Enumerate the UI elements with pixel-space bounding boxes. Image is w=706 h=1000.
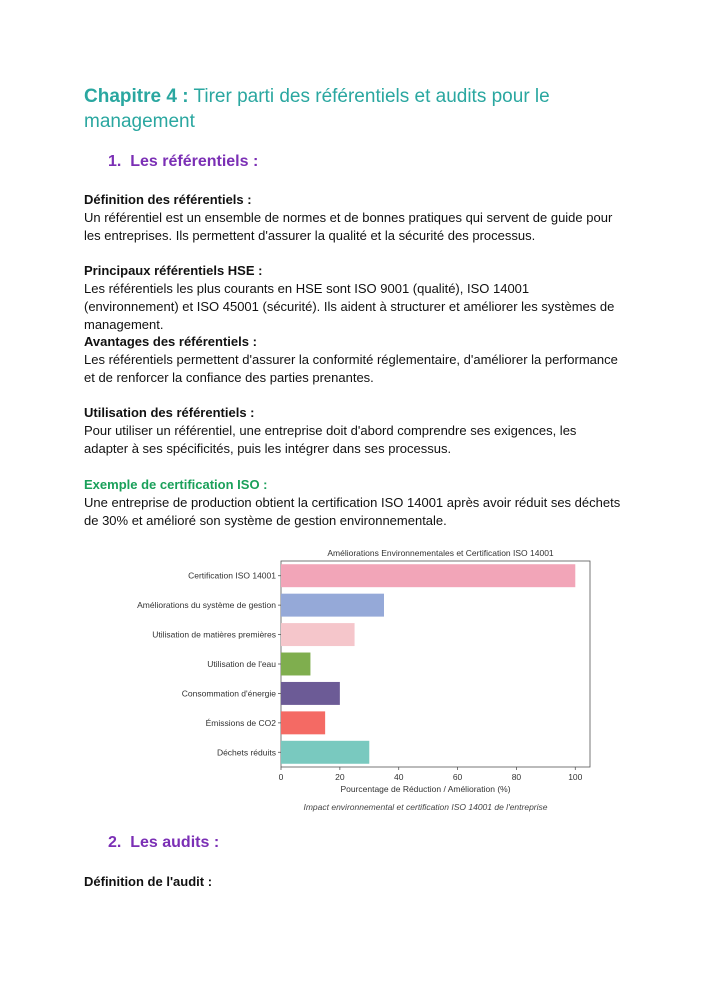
block-label: Principaux référentiels HSE : bbox=[84, 263, 263, 278]
chart-title: Améliorations Environnementales et Certification ISO 14001 bbox=[327, 548, 554, 558]
block-label: Avantages des référentiels : bbox=[84, 334, 257, 349]
x-tick-label: 80 bbox=[511, 772, 522, 782]
block-text: Un référentiel est un ensemble de normes et de bonnes pratiques qui servent de guide pour les entreprises. Ils permettent d'assurer la qualité et la sécurité des processus. bbox=[84, 210, 613, 243]
x-tick-label: 60 bbox=[452, 772, 463, 782]
y-tick-label: Utilisation de matières premières bbox=[152, 629, 276, 640]
x-axis-label: Pourcentage de Réduction / Amélioration (%) bbox=[340, 784, 511, 794]
section-number: 2. bbox=[108, 834, 122, 851]
chart-caption: Impact environnemental et certification ISO 14001 de l'entreprise bbox=[303, 802, 548, 812]
x-tick-label: 100 bbox=[568, 772, 583, 782]
block-definition bbox=[84, 191, 624, 245]
y-tick-label: Déchets réduits bbox=[216, 747, 276, 758]
bar-chart bbox=[100, 543, 600, 818]
chapter-title bbox=[84, 84, 644, 134]
block-exemple bbox=[84, 476, 624, 530]
block-audit-definition bbox=[84, 873, 624, 891]
block-label: Définition de l'audit : bbox=[84, 874, 213, 889]
block-text: Une entreprise de production obtient la certification ISO 14001 après avoir réduit ses déchets de 30% et amélioré son système de gestion environnementale. bbox=[84, 495, 621, 528]
y-tick-label: Certification ISO 14001 bbox=[188, 570, 276, 581]
block-principaux bbox=[84, 262, 624, 334]
block-label: Exemple de certification ISO : bbox=[84, 477, 268, 492]
bar-1 bbox=[281, 564, 575, 587]
chapter-title-text: Tirer parti des référentiels et audits pour le management bbox=[84, 86, 550, 132]
x-tick-label: 20 bbox=[335, 772, 345, 782]
bar-3 bbox=[281, 623, 355, 646]
section-title: Les référentiels : bbox=[130, 153, 259, 170]
bar-5 bbox=[281, 682, 340, 705]
block-label: Utilisation des référentiels : bbox=[84, 405, 255, 420]
y-tick-label: Consommation d'énergie bbox=[181, 688, 276, 699]
block-label: Définition des référentiels : bbox=[84, 192, 252, 207]
block-text: Pour utiliser un référentiel, une entreprise doit d'abord comprendre ses exigences, les adapter à ses spécificités, puis les intégrer dans ses processus. bbox=[84, 423, 577, 456]
plot-frame bbox=[281, 561, 590, 767]
section-title: Les audits : bbox=[130, 834, 220, 851]
chapter-number: Chapitre 4 : bbox=[84, 86, 189, 107]
section-heading-audits bbox=[108, 834, 219, 852]
y-tick-label: Améliorations du système de gestion bbox=[137, 600, 276, 611]
chart-figure bbox=[100, 543, 600, 818]
section-number: 1. bbox=[108, 153, 122, 170]
block-text: Les référentiels les plus courants en HSE sont ISO 9001 (qualité), ISO 14001 (environnement) et ISO 45001 (sécurité). Ils aident à structurer et améliorer les systèmes de management. bbox=[84, 281, 615, 332]
section-heading-referentiels bbox=[108, 153, 258, 171]
block-avantages bbox=[84, 333, 624, 387]
x-tick-label: 0 bbox=[278, 772, 284, 782]
bar-2 bbox=[281, 594, 384, 617]
block-utilisation bbox=[84, 404, 624, 458]
bar-6 bbox=[281, 711, 325, 734]
y-tick-label: Émissions de CO2 bbox=[205, 717, 276, 728]
y-tick-label: Utilisation de l'eau bbox=[207, 659, 276, 669]
bar-7 bbox=[281, 741, 369, 764]
bar-4 bbox=[281, 653, 310, 676]
block-text: Les référentiels permettent d'assurer la conformité réglementaire, d'améliorer la performance et de renforcer la confiance des parties prenantes. bbox=[84, 352, 618, 385]
x-tick-label: 40 bbox=[393, 772, 404, 782]
